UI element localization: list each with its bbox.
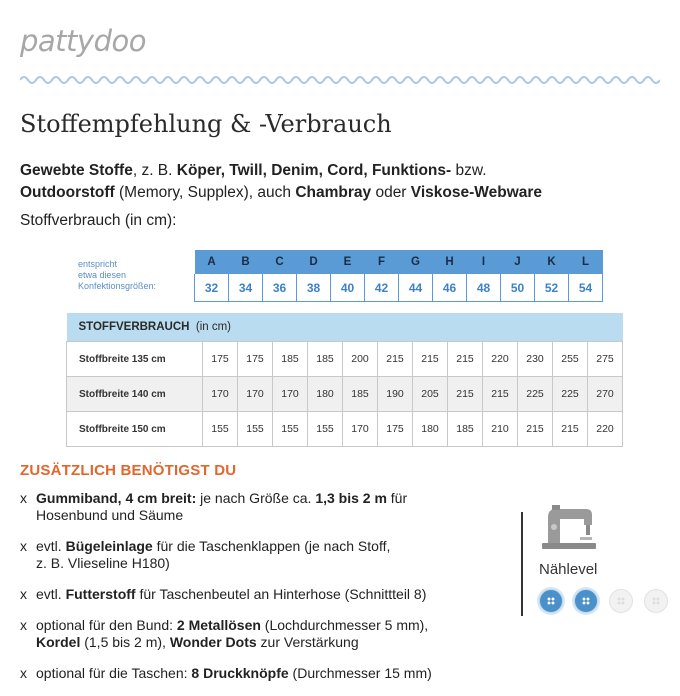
usage-cell: 215	[553, 412, 588, 447]
button-holes-icon	[582, 597, 590, 605]
sewing-level-label: Nählevel	[539, 561, 598, 578]
size-letter-cell: K	[535, 250, 569, 274]
size-table	[74, 250, 603, 302]
pattydoo-logo: pattydoo	[20, 24, 146, 58]
usage-cell: 215	[413, 342, 448, 377]
size-number-cell: 32	[195, 274, 229, 302]
usage-cell: 170	[203, 377, 238, 412]
size-letter-cell: L	[569, 250, 603, 274]
usage-cell: 175	[203, 342, 238, 377]
usage-cell: 205	[413, 377, 448, 412]
usage-cell: 220	[483, 342, 518, 377]
size-letter-cell: B	[229, 250, 263, 274]
divider-line	[521, 512, 523, 616]
item-text: zur Verstärkung	[256, 634, 359, 650]
size-letter-cell: H	[433, 250, 467, 274]
size-label-line-2: etwa diesen	[78, 270, 127, 281]
item-text: (1,5 bis 2 m),	[80, 634, 170, 650]
usage-cell: 155	[203, 412, 238, 447]
fabric-width-label: Stoffbreite 150 cm	[67, 412, 203, 447]
size-number-cell: 42	[365, 274, 399, 302]
fabric-header-title: STOFFVERBRAUCH	[78, 321, 190, 333]
fabric-usage-table	[66, 313, 623, 447]
usage-cell: 170	[273, 377, 308, 412]
usage-cell: 215	[518, 412, 553, 447]
list-item	[20, 586, 510, 603]
list-item	[20, 617, 510, 651]
usage-cell: 170	[343, 412, 378, 447]
usage-cell: 175	[378, 412, 413, 447]
usage-cell: 270	[588, 377, 623, 412]
usage-cell: 185	[273, 342, 308, 377]
size-number-cell: 40	[331, 274, 365, 302]
size-letter-cell: A	[195, 250, 229, 274]
intro-text-2: bzw.	[451, 162, 487, 179]
size-number-cell: 48	[467, 274, 501, 302]
usage-cell: 225	[553, 377, 588, 412]
usage-cell: 185	[343, 377, 378, 412]
item-text: für	[386, 490, 408, 506]
usage-cell: 155	[308, 412, 343, 447]
size-label-line-1: entspricht	[78, 259, 118, 270]
intro-bold-1: Gewebte Stoffe	[20, 162, 133, 179]
wave-divider	[20, 72, 660, 88]
item-marker: x	[20, 490, 27, 506]
button-holes-icon	[617, 597, 625, 605]
item-bold: Futterstoff	[65, 586, 136, 602]
size-letter-cell: C	[263, 250, 297, 274]
list-item	[20, 665, 510, 682]
table-row	[67, 342, 623, 377]
extras-list	[20, 490, 510, 696]
item-bold: Gummiband, 4 cm breit:	[36, 490, 197, 506]
item-bold: Bügeleinlage	[65, 538, 153, 554]
usage-cell: 215	[448, 377, 483, 412]
size-number-cell: 46	[433, 274, 467, 302]
fabric-width-label: Stoffbreite 135 cm	[67, 342, 203, 377]
fabric-header-unit: (in cm)	[195, 321, 231, 333]
item-text: für Taschenbeutel an Hinterhose (Schnittteil 8)	[135, 586, 427, 602]
sewing-level-indicator	[539, 589, 668, 613]
item-marker: x	[20, 538, 27, 554]
usage-cell: 200	[343, 342, 378, 377]
fabric-table-header	[67, 313, 623, 342]
size-letter-cell: I	[467, 250, 501, 274]
intro-bold-2: Köper, Twill, Denim, Cord, Funktions-	[176, 162, 452, 179]
item-text: Hosenbund und Säume	[36, 507, 184, 523]
usage-cell: 155	[238, 412, 273, 447]
item-text: (Lochdurchmesser 5 mm),	[260, 617, 429, 633]
item-marker: x	[20, 586, 27, 602]
usage-label: Stoffverbrauch (in cm):	[20, 212, 177, 229]
list-item	[20, 538, 510, 572]
usage-cell: 190	[378, 377, 413, 412]
table-row	[67, 377, 623, 412]
item-text: je nach Größe ca.	[196, 490, 316, 506]
size-letter-cell: F	[365, 250, 399, 274]
usage-cell: 215	[448, 342, 483, 377]
intro-text-3: (Memory, Supplex), auch	[114, 184, 296, 201]
size-number-cell: 38	[297, 274, 331, 302]
intro-text-4: oder	[371, 184, 411, 201]
item-bold: 1,3 bis 2 m	[315, 490, 387, 506]
usage-cell: 230	[518, 342, 553, 377]
usage-cell: 180	[413, 412, 448, 447]
usage-cell: 185	[448, 412, 483, 447]
usage-cell: 215	[378, 342, 413, 377]
item-text: optional für die Taschen:	[36, 665, 192, 681]
intro-bold-3: Outdoorstoff	[20, 184, 115, 201]
item-text: evtl.	[36, 586, 66, 602]
level-button-empty-icon	[644, 589, 668, 613]
size-number-cell: 44	[399, 274, 433, 302]
level-button-filled-icon	[574, 589, 598, 613]
item-text: für die Taschenklappen (je nach Stoff,	[152, 538, 391, 554]
size-number-cell: 54	[569, 274, 603, 302]
size-number-cell: 50	[501, 274, 535, 302]
size-number-cell: 36	[263, 274, 297, 302]
page-title: Stoffempfehlung & -Verbrauch	[20, 110, 392, 138]
item-bold: Wonder Dots	[169, 634, 257, 650]
usage-cell: 215	[483, 377, 518, 412]
size-letter-cell: G	[399, 250, 433, 274]
usage-cell: 170	[238, 377, 273, 412]
size-label-line-3: Konfektionsgrößen:	[78, 281, 157, 292]
level-button-empty-icon	[609, 589, 633, 613]
usage-cell: 255	[553, 342, 588, 377]
intro-text-1: , z. B.	[132, 162, 177, 179]
item-bold: 2 Metallösen	[176, 617, 261, 633]
usage-cell: 175	[238, 342, 273, 377]
usage-cell: 180	[308, 377, 343, 412]
item-text: z. B. Vlieseline H180)	[36, 555, 170, 571]
item-marker: x	[20, 665, 27, 681]
table-row	[67, 412, 623, 447]
intro-bold-5: Viskose-Webware	[410, 184, 543, 201]
fabric-width-label: Stoffbreite 140 cm	[67, 377, 203, 412]
list-item	[20, 490, 510, 524]
item-bold: Kordel	[36, 634, 81, 650]
usage-cell: 225	[518, 377, 553, 412]
item-text: evtl.	[36, 538, 66, 554]
item-text: (Durchmesser 15 mm)	[288, 665, 432, 681]
extras-heading: ZUSÄTZLICH BENÖTIGST DU	[20, 462, 237, 479]
size-letter-cell: E	[331, 250, 365, 274]
size-number-cell: 52	[535, 274, 569, 302]
item-bold: 8 Druckknöpfe	[191, 665, 289, 681]
size-table-label	[74, 250, 195, 302]
item-marker: x	[20, 617, 27, 633]
size-letter-cell: D	[297, 250, 331, 274]
level-button-filled-icon	[539, 589, 563, 613]
usage-cell: 220	[588, 412, 623, 447]
usage-cell: 155	[273, 412, 308, 447]
button-holes-icon	[547, 597, 555, 605]
fabric-recommendation	[20, 160, 660, 204]
usage-cell: 210	[483, 412, 518, 447]
size-letter-cell: J	[501, 250, 535, 274]
size-number-cell: 34	[229, 274, 263, 302]
intro-bold-4: Chambray	[295, 184, 372, 201]
usage-cell: 275	[588, 342, 623, 377]
sewing-machine-icon	[540, 503, 598, 551]
usage-cell: 185	[308, 342, 343, 377]
item-text: optional für den Bund:	[36, 617, 177, 633]
button-holes-icon	[652, 597, 660, 605]
